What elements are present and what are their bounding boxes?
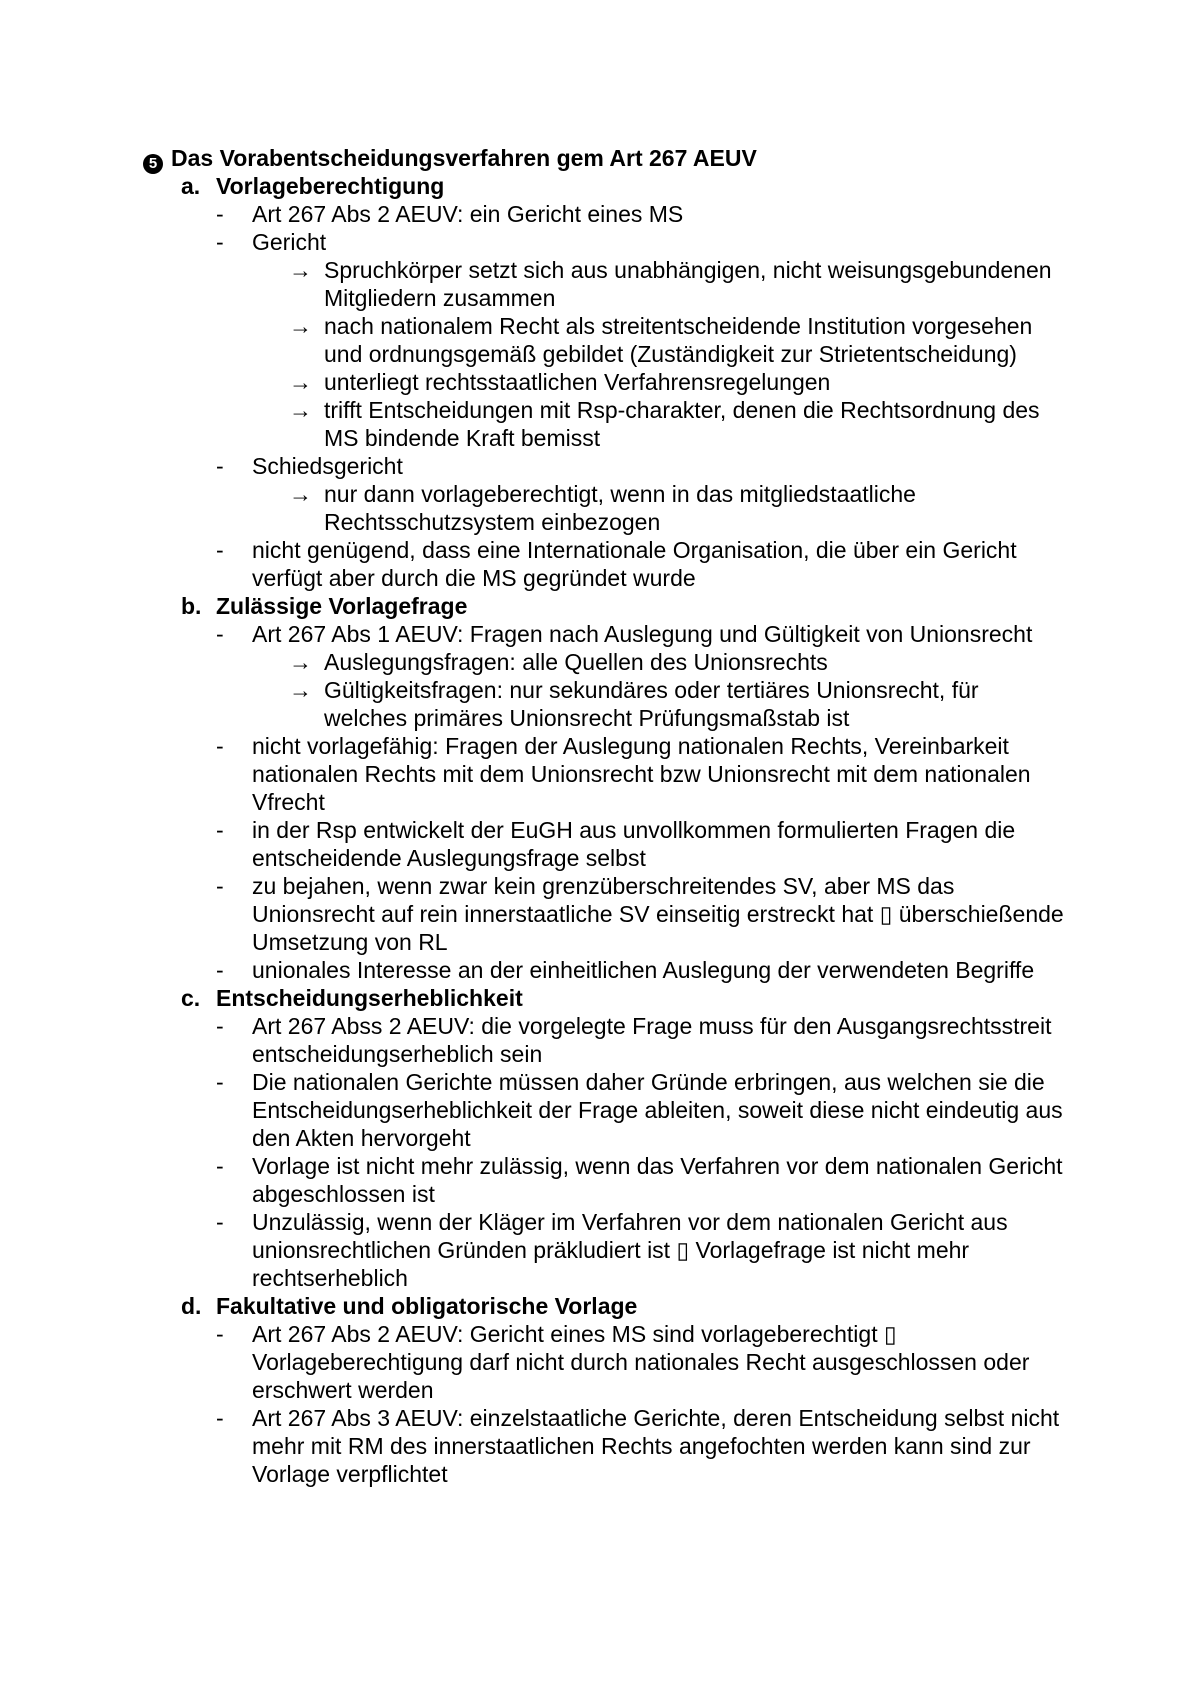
- dash-bullet-icon: -: [216, 733, 224, 759]
- dash-bullet-icon: -: [216, 1153, 224, 1179]
- dash-bullet-icon: -: [216, 957, 224, 983]
- dash-bullet-icon: -: [216, 817, 224, 843]
- dash-bullet-icon: -: [216, 453, 224, 479]
- section-heading-text: Fakultative und obligatorische Vorlage: [216, 1293, 638, 1319]
- outline: [0, 172, 1200, 1488]
- dash-bullet-icon: -: [216, 1321, 224, 1347]
- arrow-right-icon: →: [289, 397, 312, 423]
- list-item-text: Art 267 Abs 2 AEUV: ein Gericht eines MS: [252, 201, 684, 227]
- sub-list-item-text: nur dann vorlageberechtigt, wenn in das mitgliedstaatliche Rechtsschutzsystem einbezogen: [324, 481, 916, 535]
- list-item: [0, 732, 1072, 816]
- list-item-text: Schiedsgericht: [252, 453, 403, 479]
- dash-bullet-icon: -: [216, 1069, 224, 1095]
- section-c: [0, 984, 1200, 1292]
- arrow-right-icon: →: [289, 677, 312, 703]
- section-letter: a.: [181, 173, 201, 199]
- list-item: [0, 1068, 1072, 1152]
- section-d: [0, 1292, 1200, 1488]
- section-letter: b.: [181, 593, 202, 619]
- dash-bullet-icon: -: [216, 1013, 224, 1039]
- arrow-right-icon: →: [289, 257, 312, 283]
- arrow-right-icon: →: [289, 313, 312, 339]
- sub-list-item: [0, 480, 1064, 536]
- sub-list-item-text: trifft Entscheidungen mit Rsp-charakter, denen die Rechtsordnung des MS bindende Kraft bemisst: [324, 397, 1040, 451]
- list-item: [0, 1012, 1072, 1068]
- list-item: [0, 956, 1072, 984]
- list-item-text: Vorlage ist nicht mehr zulässig, wenn das Verfahren vor dem nationalen Gericht abgeschlossen ist: [252, 1153, 1063, 1207]
- list-item-text: Unzulässig, wenn der Kläger im Verfahren vor dem nationalen Gericht aus unionsrechtlichen Gründen präkludiert ist ▯ Vorlagefrage ist nicht mehr rechtserheblich: [252, 1209, 1008, 1291]
- sub-list-item-text: nach nationalem Recht als streitentscheidende Institution vorgesehen und ordnungsgemäß gebildet (Zuständigkeit zur Strietentscheidung): [324, 313, 1033, 367]
- section-letter: c.: [181, 985, 201, 1011]
- sub-list-item: [0, 396, 1064, 452]
- list-item: [0, 1404, 1072, 1488]
- section-heading: [0, 592, 1200, 620]
- dash-bullet-icon: -: [216, 873, 224, 899]
- list-item: [0, 872, 1072, 956]
- list-item-text: unionales Interesse an der einheitlichen Auslegung der verwendeten Begriffe: [252, 957, 1035, 983]
- arrow-right-icon: →: [289, 369, 312, 395]
- section-heading: [0, 172, 1200, 200]
- dash-bullet-icon: -: [216, 229, 224, 255]
- dash-bullet-icon: -: [216, 201, 224, 227]
- sub-list-item-text: Auslegungsfragen: alle Quellen des Unionsrechts: [324, 649, 828, 675]
- section-heading: [0, 984, 1200, 1012]
- section-heading: [0, 1292, 1200, 1320]
- arrow-right-icon: →: [289, 481, 312, 507]
- sub-list-item-text: unterliegt rechtsstaatlichen Verfahrensregelungen: [324, 369, 831, 395]
- document-title: [143, 144, 757, 174]
- section-b: [0, 592, 1200, 984]
- circled-number-icon: 5: [143, 154, 163, 174]
- sub-list-item: [0, 312, 1064, 368]
- section-heading-text: Vorlageberechtigung: [216, 173, 445, 199]
- section-heading-text: Entscheidungserheblichkeit: [216, 985, 523, 1011]
- dash-bullet-icon: -: [216, 537, 224, 563]
- list-item-text: nicht vorlagefähig: Fragen der Auslegung nationalen Rechts, Vereinbarkeit nationalen Rechts mit dem Unionsrecht bzw Unionsrecht mit dem nationalen Vfrecht: [252, 733, 1031, 815]
- sub-list-item: [0, 368, 1064, 396]
- list-item-text: in der Rsp entwickelt der EuGH aus unvollkommen formulierten Fragen die entscheidende Auslegungsfrage selbst: [252, 817, 1016, 871]
- sub-list-item-text: Spruchkörper setzt sich aus unabhängigen, nicht weisungsgebundenen Mitgliedern zusammen: [324, 257, 1052, 311]
- dash-bullet-icon: -: [216, 1209, 224, 1235]
- list-item-text: Art 267 Abs 2 AEUV: Gericht eines MS sind vorlageberechtigt ▯ Vorlageberechtigung darf nicht durch nationales Recht ausgeschlossen oder erschwert werden: [252, 1321, 1030, 1403]
- list-item-text: Art 267 Abs 1 AEUV: Fragen nach Auslegung und Gültigkeit von Unionsrecht: [252, 621, 1033, 647]
- list-item: [0, 200, 1072, 228]
- list-item-text: zu bejahen, wenn zwar kein grenzüberschreitendes SV, aber MS das Unionsrecht auf rein innerstaatliche SV einseitig erstreckt hat ▯ überschießende Umsetzung von RL: [252, 873, 1064, 955]
- dash-bullet-icon: -: [216, 621, 224, 647]
- section-a: [0, 172, 1200, 592]
- list-item-text: Art 267 Abss 2 AEUV: die vorgelegte Frage muss für den Ausgangsrechtsstreit entscheidungserheblich sein: [252, 1013, 1052, 1067]
- list-item: [0, 1320, 1072, 1404]
- list-item: [0, 452, 1072, 480]
- sub-list-item: [0, 676, 1064, 732]
- section-heading-text: Zulässige Vorlagefrage: [216, 593, 468, 619]
- document-title-text: Das Vorabentscheidungsverfahren gem Art 267 AEUV: [171, 145, 757, 171]
- list-item-text: Die nationalen Gerichte müssen daher Gründe erbringen, aus welchen sie die Entscheidungserheblichkeit der Frage ableiten, soweit diese nicht eindeutig aus den Akten hervorgeht: [252, 1069, 1063, 1151]
- arrow-right-icon: →: [289, 649, 312, 675]
- list-item: [0, 620, 1072, 648]
- list-item: [0, 536, 1072, 592]
- sub-list-item-text: Gültigkeitsfragen: nur sekundäres oder tertiäres Unionsrecht, für welches primäres Unionsrecht Prüfungsmaßstab ist: [324, 677, 979, 731]
- list-item-text: Gericht: [252, 229, 327, 255]
- list-item: [0, 1208, 1072, 1292]
- dash-bullet-icon: -: [216, 1405, 224, 1431]
- list-item-text: nicht genügend, dass eine Internationale Organisation, die über ein Gericht verfügt aber durch die MS gegründet wurde: [252, 537, 1017, 591]
- list-item: [0, 1152, 1072, 1208]
- sub-list-item: [0, 256, 1064, 312]
- list-item-text: Art 267 Abs 3 AEUV: einzelstaatliche Gerichte, deren Entscheidung selbst nicht mehr mit RM des innerstaatlichen Rechts angefochten werden kann sind zur Vorlage verpflichtet: [252, 1405, 1060, 1487]
- sub-list-item: [0, 648, 1064, 676]
- list-item: [0, 228, 1072, 256]
- list-item: [0, 816, 1072, 872]
- section-letter: d.: [181, 1293, 202, 1319]
